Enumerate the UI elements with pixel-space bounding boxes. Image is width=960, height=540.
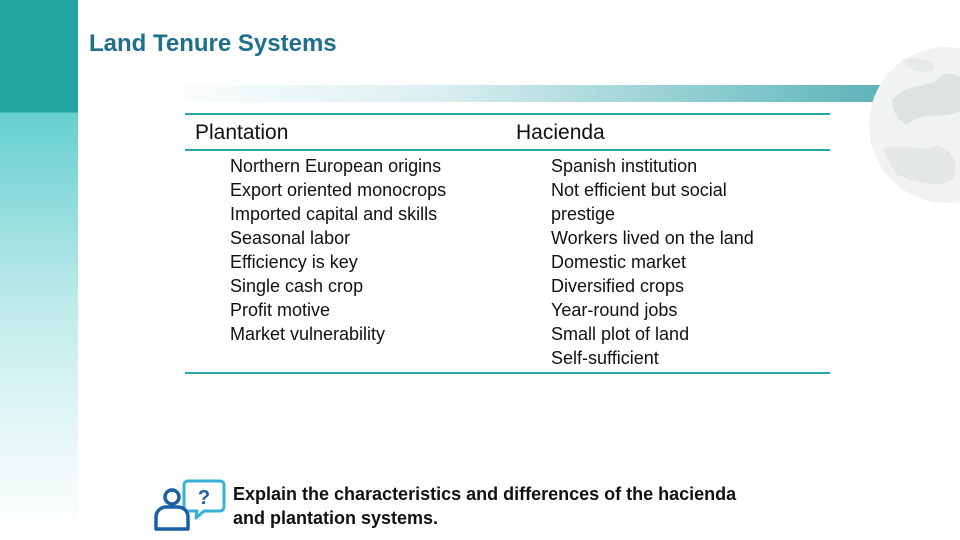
svg-text:?: ? (197, 487, 211, 509)
list-item: Year-round jobs (551, 300, 678, 320)
list-item: Workers lived on the land (551, 228, 754, 248)
table-bottom-rule (185, 372, 830, 374)
list-item: Small plot of land (551, 324, 690, 344)
list-item: Efficiency is key (230, 252, 358, 272)
table-header-rule (185, 149, 830, 151)
discussion-prompt: Explain the characteristics and differences of the hacienda and plantation systems. (233, 484, 737, 528)
question-person-icon (152, 477, 226, 533)
slide-title: Land Tenure Systems (89, 30, 337, 57)
side-accent-block (0, 0, 78, 112)
table-top-rule (185, 113, 830, 115)
list-item: Spanish institution (551, 156, 698, 176)
list-item: Single cash crop (230, 276, 364, 296)
hacienda-heading: Hacienda (516, 121, 605, 144)
hacienda-list (551, 154, 754, 370)
list-item: Seasonal labor (230, 228, 351, 248)
list-item: Export oriented monocrops (230, 180, 447, 200)
list-item: Market vulnerability (230, 324, 386, 344)
list-item: Diversified crops (551, 276, 685, 296)
list-item: prestige (551, 204, 616, 224)
plantation-heading: Plantation (195, 121, 289, 144)
plantation-list (230, 154, 446, 346)
list-item: Self-sufficient (551, 348, 659, 368)
list-item: Domestic market (551, 252, 687, 272)
header-gradient-band (152, 85, 960, 102)
list-item: Northern European origins (230, 156, 442, 176)
globe-icon (862, 40, 960, 210)
list-item: Not efficient but social (551, 180, 727, 200)
list-item: Profit motive (230, 300, 331, 320)
list-item: Imported capital and skills (230, 204, 438, 224)
